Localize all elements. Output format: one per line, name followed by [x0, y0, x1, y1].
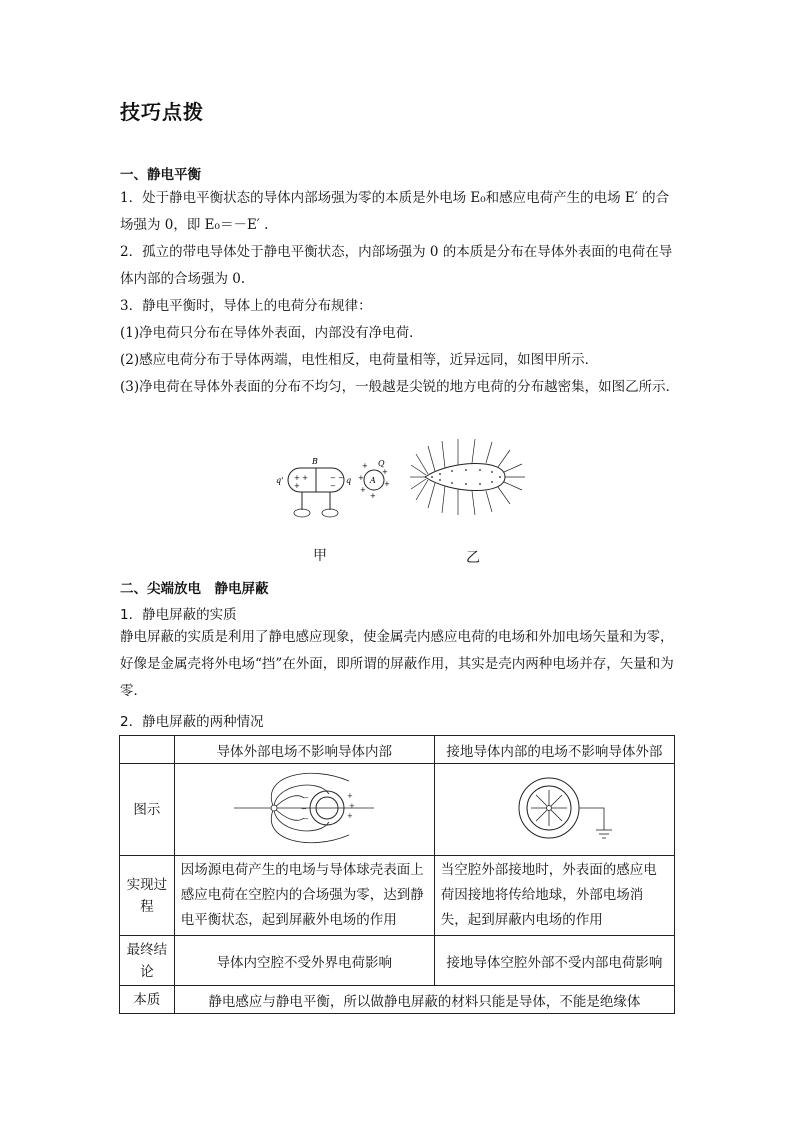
section1-item-2: (2)感应电荷分布于导体两端，电性相反，电荷量相等，近异远同，如图甲所示．: [120, 352, 599, 368]
svg-text:+ +: + +: [294, 474, 308, 482]
table-header-col2: 接地导体内部的电场不影响导体外部: [434, 736, 674, 764]
conclusion-col1-text: 导体内空腔不受外界电荷影响: [174, 936, 434, 986]
process-col2-text: 当空腔外部接地时，外表面的感应电荷因接地将传给地球，外部电场消失，起到屏蔽内电场的作用: [434, 856, 674, 936]
section1-item-3: (3)净电荷在导体外表面的分布不均匀，一般越是尖锐的地方电荷的分布越密集，如图乙所示．: [120, 379, 680, 395]
label-b: B: [312, 457, 318, 466]
section2-subheading-2: 2．静电屏蔽的两种情况: [120, 714, 264, 730]
svg-text:+: +: [349, 801, 356, 810]
external-field-shielding-diagram: [229, 766, 379, 850]
label-q: q: [346, 476, 352, 485]
section2-heading: 二、尖端放电 静电屏蔽: [120, 581, 269, 597]
table-header-col1: 导体外部电场不影响导体内部: [174, 736, 434, 764]
table-row: [120, 736, 675, 764]
svg-text:+: +: [362, 462, 368, 470]
svg-text:−: −: [303, 814, 310, 823]
table-figure-external-shielding: [174, 764, 434, 856]
figure-jia-diagram: [276, 457, 390, 517]
grounded-cavity-shielding-diagram: [479, 766, 629, 850]
charge-distribution-figure: [260, 430, 560, 570]
section2-subheading-1: 1．静电屏蔽的实质: [120, 607, 237, 623]
process-col1-text: 因场源电荷产生的电场与导体球壳表面上感应电荷在空腔内的合场强为零，达到静电平衡状态，起到屏蔽外电场的作用: [174, 856, 434, 936]
svg-text:−: −: [330, 482, 336, 490]
table-row: [120, 856, 675, 936]
conclusion-col2-text: 接地导体空腔外部不受内部电荷影响: [434, 936, 674, 986]
page-title: 技巧点拨: [120, 100, 204, 124]
figure-caption-yi: 乙: [466, 550, 480, 566]
svg-text:+: +: [347, 791, 354, 800]
svg-text:+: +: [370, 492, 376, 500]
figure-caption-jia: 甲: [313, 548, 327, 564]
section1-heading: 一、静电平衡: [120, 167, 201, 183]
section2-paragraph-1: 静电屏蔽的实质是利用了静电感应现象，使金属壳内感应电荷的电场和外加电场矢量和为零，好像是金属壳将外电场“挡”在外面，即所谓的屏蔽作用，其实是壳内两种电场并存，矢量和为零．: [120, 629, 674, 699]
row-label-essence: 本质: [120, 986, 175, 1014]
table-row: [120, 986, 675, 1014]
section1-item-1: (1)净电荷只分布在导体外表面，内部没有净电荷．: [120, 325, 423, 341]
section1-paragraph-2: 2．孤立的带电导体处于静电平衡状态，内部场强为 0 的本质是分布在导体外表面的电荷在导体内部的合场强为 0.: [120, 244, 673, 287]
svg-text:+: +: [360, 486, 366, 494]
table-row: [120, 936, 675, 986]
label-q-prime: q': [276, 476, 284, 485]
table-corner-cell: [120, 736, 175, 764]
row-label-conclusion: 最终结论: [120, 936, 175, 986]
table-row: [120, 764, 675, 856]
essence-text: 静电感应与静电平衡，所以做静电屏蔽的材料只能是导体，不能是绝缘体: [174, 986, 674, 1014]
svg-text:+: +: [294, 482, 300, 490]
section1-paragraph-3: 3．静电平衡时，导体上的电荷分布规律：: [120, 298, 372, 314]
svg-text:−: −: [301, 804, 308, 813]
table-figure-grounded-shielding: [434, 764, 674, 856]
shielding-comparison-table: [119, 735, 675, 1014]
svg-text:+: +: [347, 811, 354, 820]
row-label-figure: 图示: [120, 764, 175, 856]
svg-text:+: +: [382, 468, 388, 476]
svg-text:− −: − −: [330, 474, 344, 482]
label-big-q: Q: [378, 459, 385, 468]
figure-yi-diagram: [410, 439, 525, 515]
svg-text:−: −: [303, 793, 310, 802]
label-a: A: [370, 476, 376, 485]
section1-paragraph-1: 1．处于静电平衡状态的导体内部场强为零的本质是外电场 E₀和感应电荷产生的电场 E′ 的合场强为 0，即 E₀＝－E′ .: [120, 190, 670, 233]
row-label-process: 实现过程: [120, 856, 175, 936]
svg-text:+: +: [384, 480, 390, 488]
svg-text:+: +: [358, 474, 364, 482]
